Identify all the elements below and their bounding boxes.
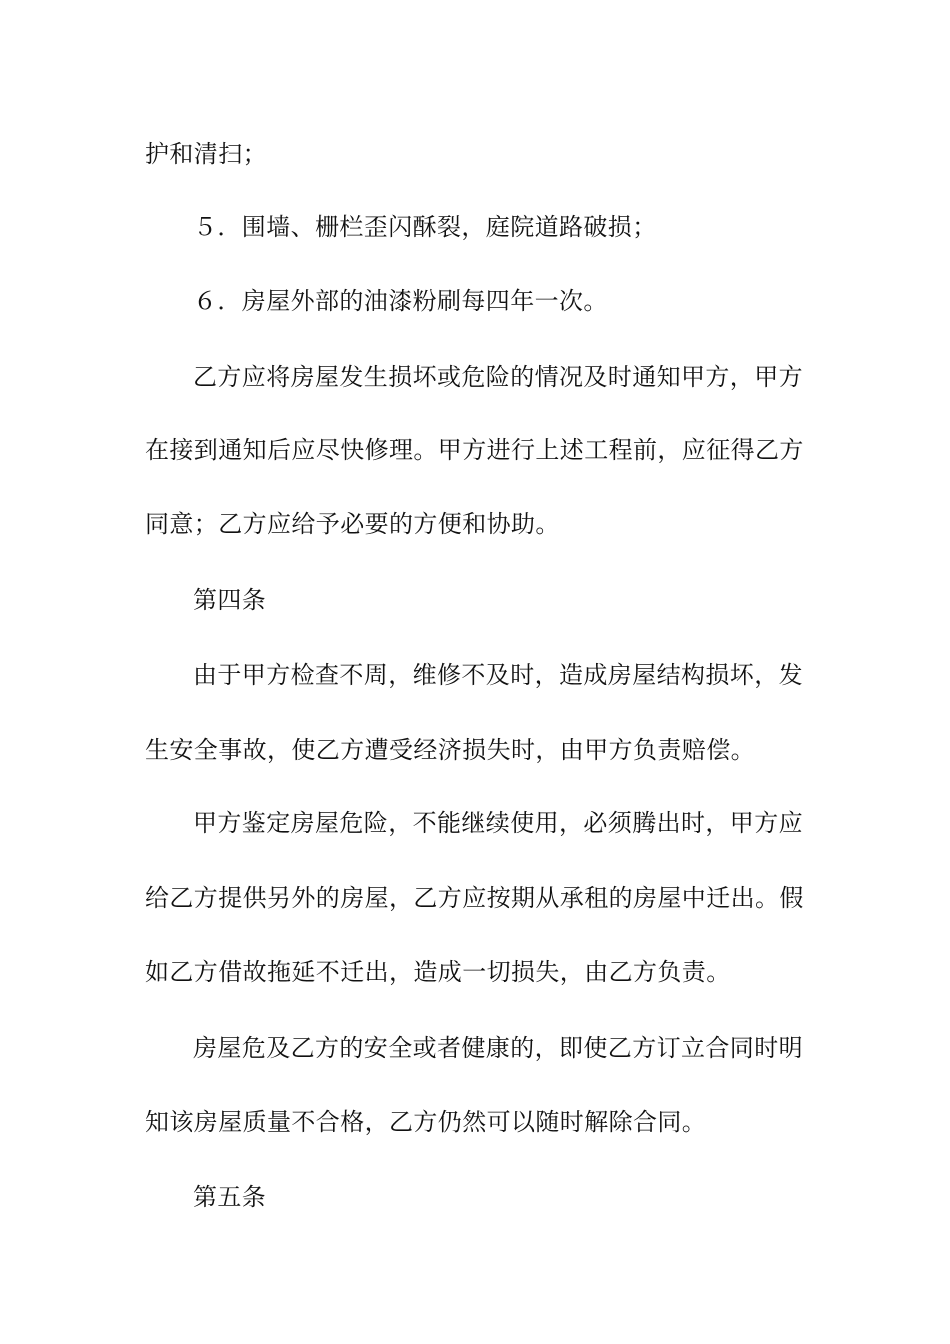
list-item-5: ５．围墙、栅栏歪闪酥裂，庭院道路破损；	[193, 213, 657, 241]
paragraph-line: 在接到通知后应尽快修理。甲方进行上述工程前，应征得乙方	[145, 436, 804, 464]
paragraph-line: 给乙方提供另外的房屋，乙方应按期从承租的房屋中迁出。假	[145, 884, 804, 912]
paragraph-line: 由于甲方检查不周，维修不及时，造成房屋结构损坏，发	[193, 661, 803, 689]
text-line: 护和清扫；	[145, 140, 267, 168]
list-item-6: ６．房屋外部的油漆粉刷每四年一次。	[193, 287, 608, 315]
paragraph-line: 知该房屋质量不合格，乙方仍然可以随时解除合同。	[145, 1108, 707, 1136]
article-heading-4: 第四条	[193, 586, 267, 614]
paragraph-line: 房屋危及乙方的安全或者健康的，即使乙方订立合同时明	[193, 1034, 803, 1062]
paragraph-line: 甲方鉴定房屋危险，不能继续使用，必须腾出时，甲方应	[193, 809, 803, 837]
article-heading-5: 第五条	[193, 1183, 267, 1211]
paragraph-line: 乙方应将房屋发生损坏或危险的情况及时通知甲方，甲方	[193, 363, 803, 391]
paragraph-line: 如乙方借故拖延不迁出，造成一切损失，由乙方负责。	[145, 958, 731, 986]
paragraph-line: 同意；乙方应给予必要的方便和协助。	[145, 510, 560, 538]
paragraph-line: 生安全事故，使乙方遭受经济损失时，由甲方负责赔偿。	[145, 736, 755, 764]
